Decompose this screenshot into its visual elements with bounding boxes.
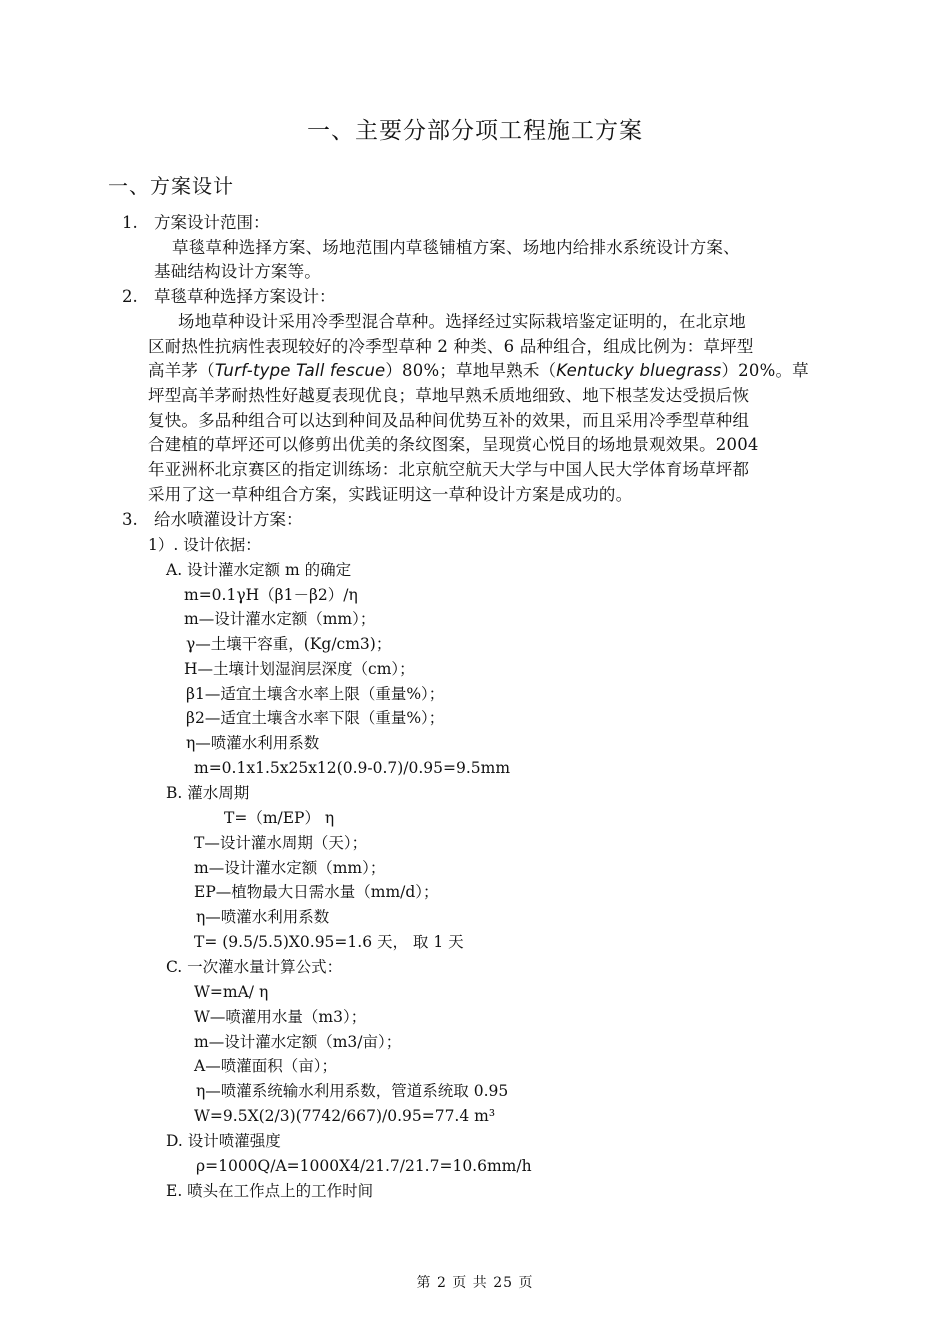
formula-d-1: ρ=1000Q/A=1000X4/21.7/21.7=10.6mm/h (196, 1157, 532, 1175)
section-heading: 一、方案设计 (108, 174, 234, 198)
formula-c-2: W—喷灌用水量（m3）； (194, 1008, 367, 1026)
formula-c-1: W=mA/ η (194, 983, 269, 1001)
item-2-paragraph-line-3 (148, 360, 809, 382)
formula-a-7: η—喷灌水利用系数 (186, 734, 320, 752)
page-footer: 第 2 页 共 25 页 (416, 1275, 534, 1291)
item-2-paragraph-line-2: 区耐热性抗病性表现较好的冷季型草种 2 种类、6 品种组合，组成比例为：草坪型 (148, 337, 754, 356)
formula-b-1: T=（m/EP） η (224, 809, 335, 827)
item-2-paragraph-line-7: 年亚洲杯北京赛区的指定训练场：北京航空航天大学与中国人民大学体育场草坪都 (148, 460, 750, 479)
item-3-number: 3. (122, 510, 138, 529)
subsection-design-basis: 1）. 设计依据： (148, 536, 261, 554)
item-2-number: 2. (122, 287, 138, 306)
item-1-body-line-1: 草毯草种选择方案、场地范围内草毯铺植方案、场地内给排水系统设计方案、 (172, 238, 740, 257)
latin-name-kentucky-bluegrass: Kentucky bluegrass (556, 361, 722, 380)
item-2-paragraph-line-6: 合建植的草坪还可以修剪出优美的条纹图案，呈现赏心悦目的场地景观效果。2004 (148, 435, 759, 454)
text-fragment: ）20%。草 (721, 361, 809, 380)
text-fragment: 高羊茅（ (148, 361, 215, 380)
subsection-c-heading: C. 一次灌水量计算公式： (166, 958, 343, 976)
formula-a-2: m—设计灌水定额（mm）； (184, 610, 376, 628)
item-2-title: 草毯草种选择方案设计： (154, 287, 336, 306)
formula-c-6: W=9.5X(2/3)(7742/667)/0.95=77.4 m³ (194, 1107, 496, 1125)
text-fragment: ）80%；草地早熟禾（ (385, 361, 557, 380)
page-title: 一、主要分部分项工程施工方案 (307, 118, 643, 144)
subsection-e-heading: E. 喷头在工作点上的工作时间 (166, 1182, 374, 1200)
item-3-title: 给水喷灌设计方案： (154, 510, 303, 529)
item-2-paragraph-line-5: 复快。多品种组合可以达到种间及品种间优势互补的效果，而且采用冷季型草种组 (148, 411, 750, 430)
item-2-paragraph-line-1: 场地草种设计采用冷季型混合草种。选择经过实际栽培鉴定证明的，在北京地 (178, 312, 746, 331)
subsection-b-heading: B. 灌水周期 (166, 784, 250, 802)
formula-c-4: A—喷灌面积（亩）； (194, 1057, 337, 1075)
formula-b-2: T—设计灌水周期（天）； (194, 834, 368, 852)
latin-name-tall-fescue: Turf-type Tall fescue (214, 361, 386, 380)
formula-b-3: m—设计灌水定额（mm）； (194, 859, 386, 877)
item-1-number: 1. (122, 213, 138, 232)
formula-c-5: η—喷灌系统输水利用系数，管道系统取 0.95 (196, 1082, 509, 1100)
formula-a-5: β1—适宜土壤含水率上限（重量%）； (186, 685, 445, 703)
formula-b-6: T= (9.5/5.5)X0.95=1.6 天， 取 1 天 (194, 933, 464, 951)
formula-b-5: η—喷灌水利用系数 (196, 908, 330, 926)
item-1-title: 方案设计范围： (154, 213, 270, 232)
formula-a-8: m=0.1x1.5x25x12(0.9-0.7)/0.95=9.5mm (194, 759, 511, 777)
subsection-a-heading: A. 设计灌水定额 m 的确定 (166, 561, 352, 579)
formula-c-3: m—设计灌水定额（m3/亩）； (194, 1033, 402, 1051)
item-1-body-line-2: 基础结构设计方案等。 (154, 262, 321, 281)
formula-a-4: H—土壤计划湿润层深度（cm）； (184, 660, 415, 678)
formula-a-1: m=0.1γH（β1－β2）/η (184, 586, 358, 604)
item-2-paragraph-line-4: 坪型高羊茅耐热性好越夏表现优良；草地早熟禾质地细致、地下根茎发达受损后恢 (148, 386, 750, 405)
formula-b-4: EP—植物最大日需水量（mm/d）； (194, 883, 439, 901)
item-2-paragraph-line-8: 采用了这一草种组合方案，实践证明这一草种设计方案是成功的。 (148, 485, 633, 504)
formula-a-6: β2—适宜土壤含水率下限（重量%）； (186, 709, 445, 727)
formula-a-3: γ—土壤干容重，(Kg/cm3)； (186, 635, 392, 653)
subsection-d-heading: D. 设计喷灌强度 (166, 1132, 281, 1150)
